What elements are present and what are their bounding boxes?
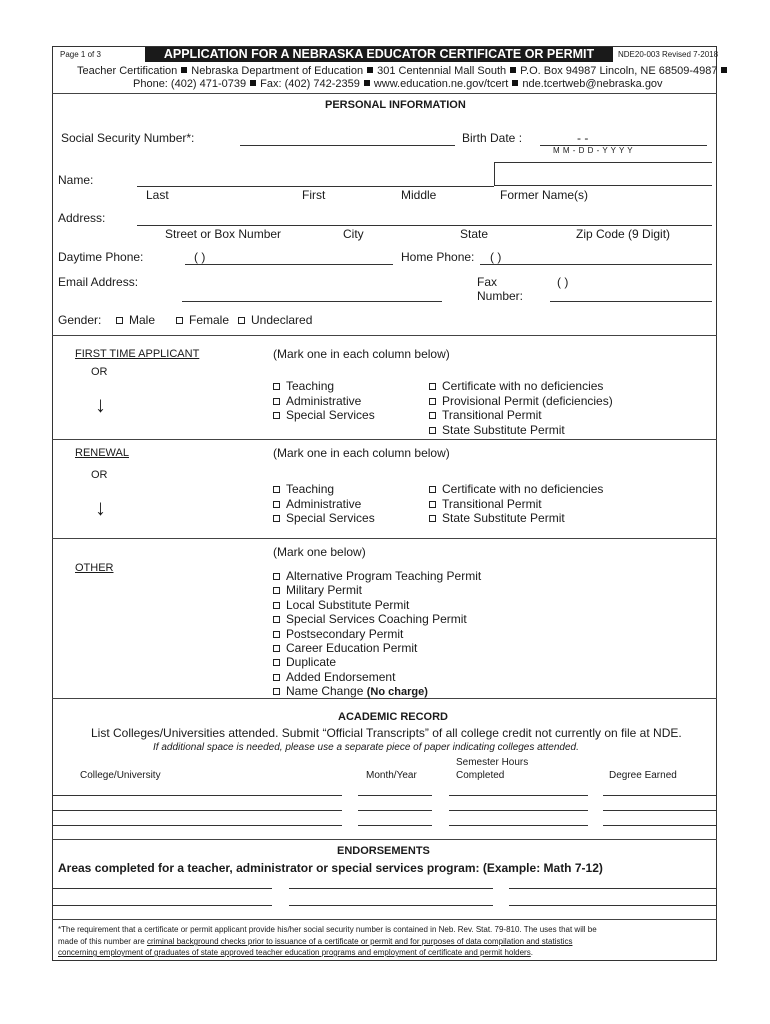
down-arrow-icon: ↓ [95, 392, 106, 417]
gender-label: Gender: [58, 313, 102, 327]
option-career-education[interactable]: Career Education Permit [273, 641, 481, 655]
checkbox-icon[interactable] [429, 486, 436, 493]
option-postsecondary-permit[interactable]: Postsecondary Permit [273, 627, 481, 641]
renewal-label: RENEWAL [75, 447, 129, 459]
hours-row-3[interactable] [449, 825, 588, 826]
fax-parens: ( ) [557, 275, 569, 289]
birth-date-dashes: - - [577, 131, 589, 145]
address-state-label: State [460, 227, 489, 241]
address-zip-label: Zip Code (9 Digit) [576, 227, 671, 241]
former-name-field[interactable] [494, 162, 712, 186]
fax-field[interactable] [550, 301, 712, 302]
endorsements-instruction: Areas completed for a teacher, administrator or special services program: (Example: Math 7-12) [58, 861, 603, 875]
form-id: NDE20-003 Revised 7-2018 [618, 50, 719, 59]
down-arrow-icon: ↓ [95, 495, 106, 520]
month-row-1[interactable] [358, 795, 432, 796]
option-special-services-coaching[interactable]: Special Services Coaching Permit [273, 612, 481, 626]
home-phone-label: Home Phone: [401, 250, 475, 264]
page-number: Page 1 of 3 [60, 50, 101, 59]
checkbox-icon[interactable] [273, 501, 280, 508]
address-street-label: Street or Box Number [165, 227, 282, 241]
first-time-col1 [273, 379, 375, 423]
renewal-col1 [273, 482, 375, 526]
gender-female-option[interactable]: Female [176, 313, 229, 327]
endorsement-field-2a[interactable] [52, 905, 272, 906]
daytime-phone-label: Daytime Phone: [58, 250, 144, 264]
month-row-3[interactable] [358, 825, 432, 826]
checkbox-icon[interactable] [273, 674, 280, 681]
option-administrative[interactable]: Administrative [273, 394, 375, 409]
checkbox-icon[interactable] [273, 631, 280, 638]
fax-label: Fax [477, 275, 498, 289]
option-state-substitute-permit[interactable]: State Substitute Permit [429, 423, 613, 438]
option-state-substitute-permit[interactable]: State Substitute Permit [429, 511, 603, 526]
divider [52, 335, 717, 336]
option-certificate-no-deficiencies[interactable]: Certificate with no deficiencies [429, 482, 603, 497]
bullet-square-icon [367, 67, 373, 73]
footnote-line-3: concerning employment of graduates of state approved teacher education programs and employment of certificate and permit holders. [58, 948, 533, 957]
email-field[interactable] [182, 301, 442, 302]
first-time-or: OR [91, 366, 108, 378]
option-teaching[interactable]: Teaching [273, 482, 375, 497]
personal-heading: PERSONAL INFORMATION [325, 99, 466, 111]
gender-undeclared-option[interactable]: Undeclared [238, 313, 312, 327]
completed-column-header: Completed [456, 770, 505, 781]
ssn-label: Social Security Number*: [61, 131, 195, 145]
college-row-3[interactable] [52, 825, 342, 826]
fax-label-number: Number: [477, 289, 524, 303]
checkbox-icon[interactable] [273, 486, 280, 493]
footnote-line-1: *The requirement that a certificate or permit applicant provide his/her social security number is contained in Neb. Rev. Stat. 79-810. The uses that will be [58, 925, 597, 934]
divider [52, 93, 717, 94]
option-name-change[interactable]: Name Change (No charge) [273, 684, 481, 699]
bullet-square-icon [364, 80, 370, 86]
endorsements-heading: ENDORSEMENTS [337, 845, 430, 857]
home-phone-field[interactable] [480, 264, 712, 265]
checkbox-icon[interactable] [273, 412, 280, 419]
checkbox-icon[interactable] [429, 398, 436, 405]
bullet-square-icon [510, 67, 516, 73]
option-certificate-no-deficiencies[interactable]: Certificate with no deficiencies [429, 379, 613, 394]
bullet-square-icon [250, 80, 256, 86]
divider [52, 439, 717, 440]
endorsement-field-2b[interactable] [289, 905, 493, 906]
option-added-endorsement[interactable]: Added Endorsement [273, 670, 481, 684]
checkbox-icon[interactable] [238, 317, 245, 324]
college-row-2[interactable] [52, 810, 342, 811]
contact-line-1: Teacher Certification Nebraska Department of Education 301 Centennial Mall South P.O. Box 94987 Lincoln, NE 68509-4987 [77, 65, 731, 77]
hours-row-2[interactable] [449, 810, 588, 811]
divider [52, 919, 717, 920]
divider [52, 538, 717, 539]
endorsement-field-1b[interactable] [289, 888, 493, 889]
checkbox-icon[interactable] [116, 317, 123, 324]
month-row-2[interactable] [358, 810, 432, 811]
option-alternative-program[interactable]: Alternative Program Teaching Permit [273, 569, 481, 583]
divider [52, 839, 717, 840]
academic-heading: ACADEMIC RECORD [338, 711, 448, 723]
endorsement-field-2c[interactable] [509, 905, 717, 906]
name-first-label: First [302, 188, 326, 202]
option-administrative[interactable]: Administrative [273, 497, 375, 512]
other-label: OTHER [75, 562, 114, 574]
academic-instruction: List Colleges/Universities attended. Submit “Official Transcripts” of all college credit not currently on file at NDE. [91, 726, 682, 740]
option-teaching[interactable]: Teaching [273, 379, 375, 394]
checkbox-icon[interactable] [429, 515, 436, 522]
birth-date-format: M M - D D - Y Y Y Y [553, 146, 634, 155]
renewal-instruction: (Mark one in each column below) [273, 446, 450, 460]
option-special-services[interactable]: Special Services [273, 511, 375, 526]
former-name-label: Former Name(s) [500, 188, 589, 202]
option-local-substitute[interactable]: Local Substitute Permit [273, 598, 481, 612]
renewal-col2 [429, 482, 603, 526]
checkbox-icon[interactable] [176, 317, 183, 324]
option-duplicate[interactable]: Duplicate [273, 655, 481, 669]
option-transitional-permit[interactable]: Transitional Permit [429, 497, 603, 512]
checkbox-icon[interactable] [273, 645, 280, 652]
college-row-1[interactable] [52, 795, 342, 796]
email-label: Email Address: [58, 275, 139, 289]
first-time-instruction: (Mark one in each column below) [273, 347, 450, 361]
option-transitional-permit[interactable]: Transitional Permit [429, 408, 613, 423]
address-label: Address: [58, 211, 106, 225]
bullet-square-icon [181, 67, 187, 73]
checkbox-icon[interactable] [429, 501, 436, 508]
endorsement-field-1a[interactable] [52, 888, 272, 889]
option-special-services[interactable]: Special Services [273, 408, 375, 423]
checkbox-icon[interactable] [273, 659, 280, 666]
checkbox-icon[interactable] [429, 427, 436, 434]
contact-line-2: Phone: (402) 471-0739 Fax: (402) 742-2359 www.education.ne.gov/tcert nde.tcertweb@nebraska.gov [133, 78, 663, 90]
divider [52, 698, 717, 699]
name-middle-label: Middle [401, 188, 437, 202]
checkbox-icon[interactable] [273, 515, 280, 522]
form-title: APPLICATION FOR A NEBRASKA EDUCATOR CERTIFICATE OR PERMIT [145, 47, 613, 62]
option-military-permit[interactable]: Military Permit [273, 583, 481, 597]
checkbox-icon[interactable] [273, 688, 280, 695]
checkbox-icon[interactable] [429, 412, 436, 419]
bullet-square-icon [721, 67, 727, 73]
degree-column-header: Degree Earned [609, 770, 677, 781]
college-column-header: College/University [80, 770, 161, 781]
address-city-label: City [343, 227, 364, 241]
first-time-label: FIRST TIME APPLICANT [75, 348, 200, 360]
name-field[interactable] [137, 186, 494, 187]
other-instruction: (Mark one below) [273, 545, 366, 559]
semester-hours-header: Semester Hours [456, 757, 529, 768]
bullet-square-icon [512, 80, 518, 86]
checkbox-icon[interactable] [273, 398, 280, 405]
hours-row-1[interactable] [449, 795, 588, 796]
degree-row-3[interactable] [603, 825, 717, 826]
academic-note: If additional space is needed, please use a separate piece of paper indicating colleges attended. [153, 742, 579, 753]
daytime-phone-parens: ( ) [194, 250, 206, 264]
name-last-label: Last [146, 188, 169, 202]
degree-row-2[interactable] [603, 810, 717, 811]
birth-date-label: Birth Date : [462, 131, 523, 145]
option-provisional-permit[interactable]: Provisional Permit (deficiencies) [429, 394, 613, 409]
other-options [273, 569, 481, 700]
home-phone-parens: ( ) [490, 250, 502, 264]
daytime-phone-field[interactable] [185, 264, 393, 265]
renewal-or: OR [91, 469, 108, 481]
footnote-line-2: made of this number are criminal background checks prior to issuance of a certificate or permit and for purposes of data compilation and statistics [58, 937, 573, 946]
no-charge-note: (No charge) [366, 686, 428, 699]
checkbox-icon[interactable] [273, 573, 280, 580]
first-time-col2 [429, 379, 613, 437]
endorsement-field-1c[interactable] [509, 888, 717, 889]
month-year-column-header: Month/Year [366, 770, 417, 781]
degree-row-1[interactable] [603, 795, 717, 796]
ssn-field[interactable] [240, 145, 455, 146]
gender-male-option[interactable]: Male [116, 313, 155, 327]
checkbox-icon[interactable] [273, 616, 280, 623]
checkbox-icon[interactable] [429, 383, 436, 390]
checkbox-icon[interactable] [273, 587, 280, 594]
address-field[interactable] [137, 225, 712, 226]
name-label: Name: [58, 173, 94, 187]
checkbox-icon[interactable] [273, 383, 280, 390]
checkbox-icon[interactable] [273, 602, 280, 609]
